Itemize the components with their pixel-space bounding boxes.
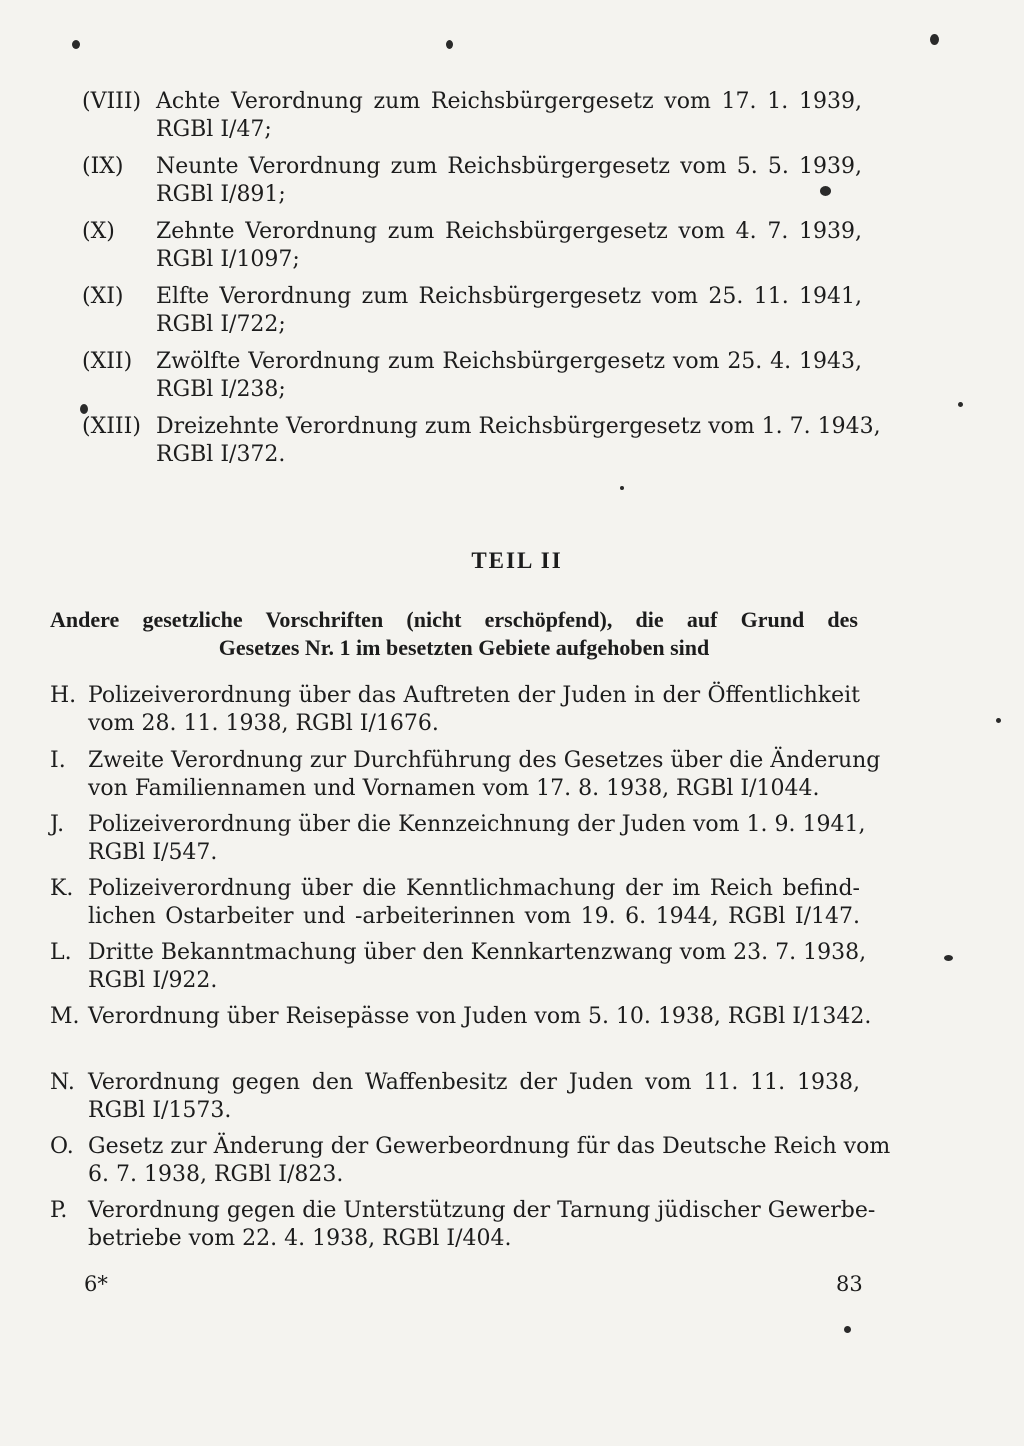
item-text-continued: 6. 7. 1938, RGBl I/823. xyxy=(88,1162,344,1187)
item-text: Neunte Verordnung zum Reichsbürgergesetz vom 5. 5. 1939, xyxy=(156,154,862,179)
item-reference: RGBl I/722; xyxy=(156,312,286,337)
item-text: Dreizehnte Verordnung zum Reichsbürgergesetz vom 1. 7. 1943, xyxy=(156,414,881,439)
item-letter: M. xyxy=(50,1004,80,1029)
item-text: Verordnung über Reisepässe von Juden vom 5. 10. 1938, RGBl I/1342. xyxy=(88,1004,872,1029)
item-number: (XI) xyxy=(82,284,124,309)
item-text: Elfte Verordnung zum Reichsbürgergesetz vom 25. 11. 1941, xyxy=(156,284,862,309)
scan-speck xyxy=(944,955,953,961)
item-reference: RGBl I/547. xyxy=(88,840,218,865)
part-two-list xyxy=(50,682,891,1261)
item-text: Achte Verordnung zum Reichsbürgergesetz vom 17. 1. 1939, xyxy=(156,89,862,114)
part-heading: TEIL II xyxy=(471,548,563,573)
part-one-list xyxy=(82,88,881,478)
item-text: Dritte Bekanntmachung über den Kennkartenzwang vom 23. 7. 1938, xyxy=(88,940,867,965)
item-text: Gesetz zur Änderung der Gewerbeordnung für das Deutsche Reich vom xyxy=(88,1134,891,1159)
item-number: (XIII) xyxy=(82,414,141,439)
list-item xyxy=(50,682,860,747)
item-letter: N. xyxy=(50,1070,75,1095)
list-item xyxy=(82,348,862,413)
item-text-continued: lichen Ostarbeiter und -arbeiterinnen vom 19. 6. 1944, RGBl I/147. xyxy=(88,904,860,929)
signature-mark: 6* xyxy=(84,1272,108,1296)
item-reference: RGBl I/1573. xyxy=(88,1098,232,1123)
list-item xyxy=(50,1069,860,1133)
item-letter: K. xyxy=(50,876,74,901)
list-item xyxy=(50,747,881,811)
scan-speck xyxy=(844,1326,851,1333)
item-text: Zweite Verordnung zur Durchführung des Gesetzes über die Änderung xyxy=(88,748,881,773)
list-item xyxy=(82,88,862,153)
section-title xyxy=(50,606,858,662)
item-reference: RGBl I/238; xyxy=(156,377,286,402)
list-item xyxy=(82,283,862,348)
list-item xyxy=(82,413,881,478)
item-text-continued: vom 28. 11. 1938, RGBl I/1676. xyxy=(88,711,439,736)
scan-speck xyxy=(930,34,939,45)
list-item xyxy=(82,218,862,283)
item-number: (XII) xyxy=(82,349,133,374)
page-number: 83 xyxy=(836,1272,863,1296)
item-text-continued: von Familiennamen und Vornamen vom 17. 8. 1938, RGBl I/1044. xyxy=(88,776,820,801)
list-item xyxy=(50,1197,876,1261)
item-letter: H. xyxy=(50,683,77,708)
item-text: Polizeiverordnung über das Auftreten der Juden in der Öffentlichkeit xyxy=(88,683,860,708)
scan-speck xyxy=(820,186,831,196)
item-letter: I. xyxy=(50,748,66,773)
item-text: Polizeiverordnung über die Kennzeichnung der Juden vom 1. 9. 1941, xyxy=(88,812,866,837)
item-reference: RGBl I/1097; xyxy=(156,247,300,272)
item-reference: RGBl I/372. xyxy=(156,442,286,467)
item-text-continued: betriebe vom 22. 4. 1938, RGBl I/404. xyxy=(88,1226,512,1251)
scan-speck xyxy=(620,486,624,490)
item-reference: RGBl I/47; xyxy=(156,117,272,142)
item-letter: O. xyxy=(50,1134,74,1159)
scan-speck xyxy=(996,718,1001,723)
list-item xyxy=(50,811,866,875)
list-item xyxy=(82,153,862,218)
item-text: Verordnung gegen die Unterstützung der Tarnung jüdischer Gewerbe- xyxy=(88,1198,876,1223)
item-number: (X) xyxy=(82,219,115,244)
list-item xyxy=(50,939,867,1003)
item-letter: L. xyxy=(50,940,72,965)
scan-speck xyxy=(446,40,453,49)
item-letter: J. xyxy=(50,812,65,837)
section-title-line-1: Andere gesetzliche Vorschriften (nicht erschöpfend), die auf Grund des xyxy=(50,607,858,632)
item-number: (VIII) xyxy=(82,89,142,114)
list-item xyxy=(50,1003,872,1069)
item-text: Polizeiverordnung über die Kenntlichmachung der im Reich befind- xyxy=(88,876,860,901)
list-item xyxy=(50,875,860,939)
scan-speck xyxy=(958,402,963,407)
item-reference: RGBl I/922. xyxy=(88,968,218,993)
item-text: Zehnte Verordnung zum Reichsbürgergesetz vom 4. 7. 1939, xyxy=(156,219,862,244)
section-title-line-2: Gesetzes Nr. 1 im besetzten Gebiete aufgehoben sind xyxy=(218,635,710,660)
item-number: (IX) xyxy=(82,154,124,179)
item-text: Verordnung gegen den Waffenbesitz der Juden vom 11. 11. 1938, xyxy=(88,1070,860,1095)
item-text: Zwölfte Verordnung zum Reichsbürgergesetz vom 25. 4. 1943, xyxy=(156,349,862,374)
list-item xyxy=(50,1133,891,1197)
item-letter: P. xyxy=(50,1198,68,1223)
scan-speck xyxy=(72,40,80,49)
scan-speck xyxy=(80,404,88,414)
item-reference: RGBl I/891; xyxy=(156,182,286,207)
